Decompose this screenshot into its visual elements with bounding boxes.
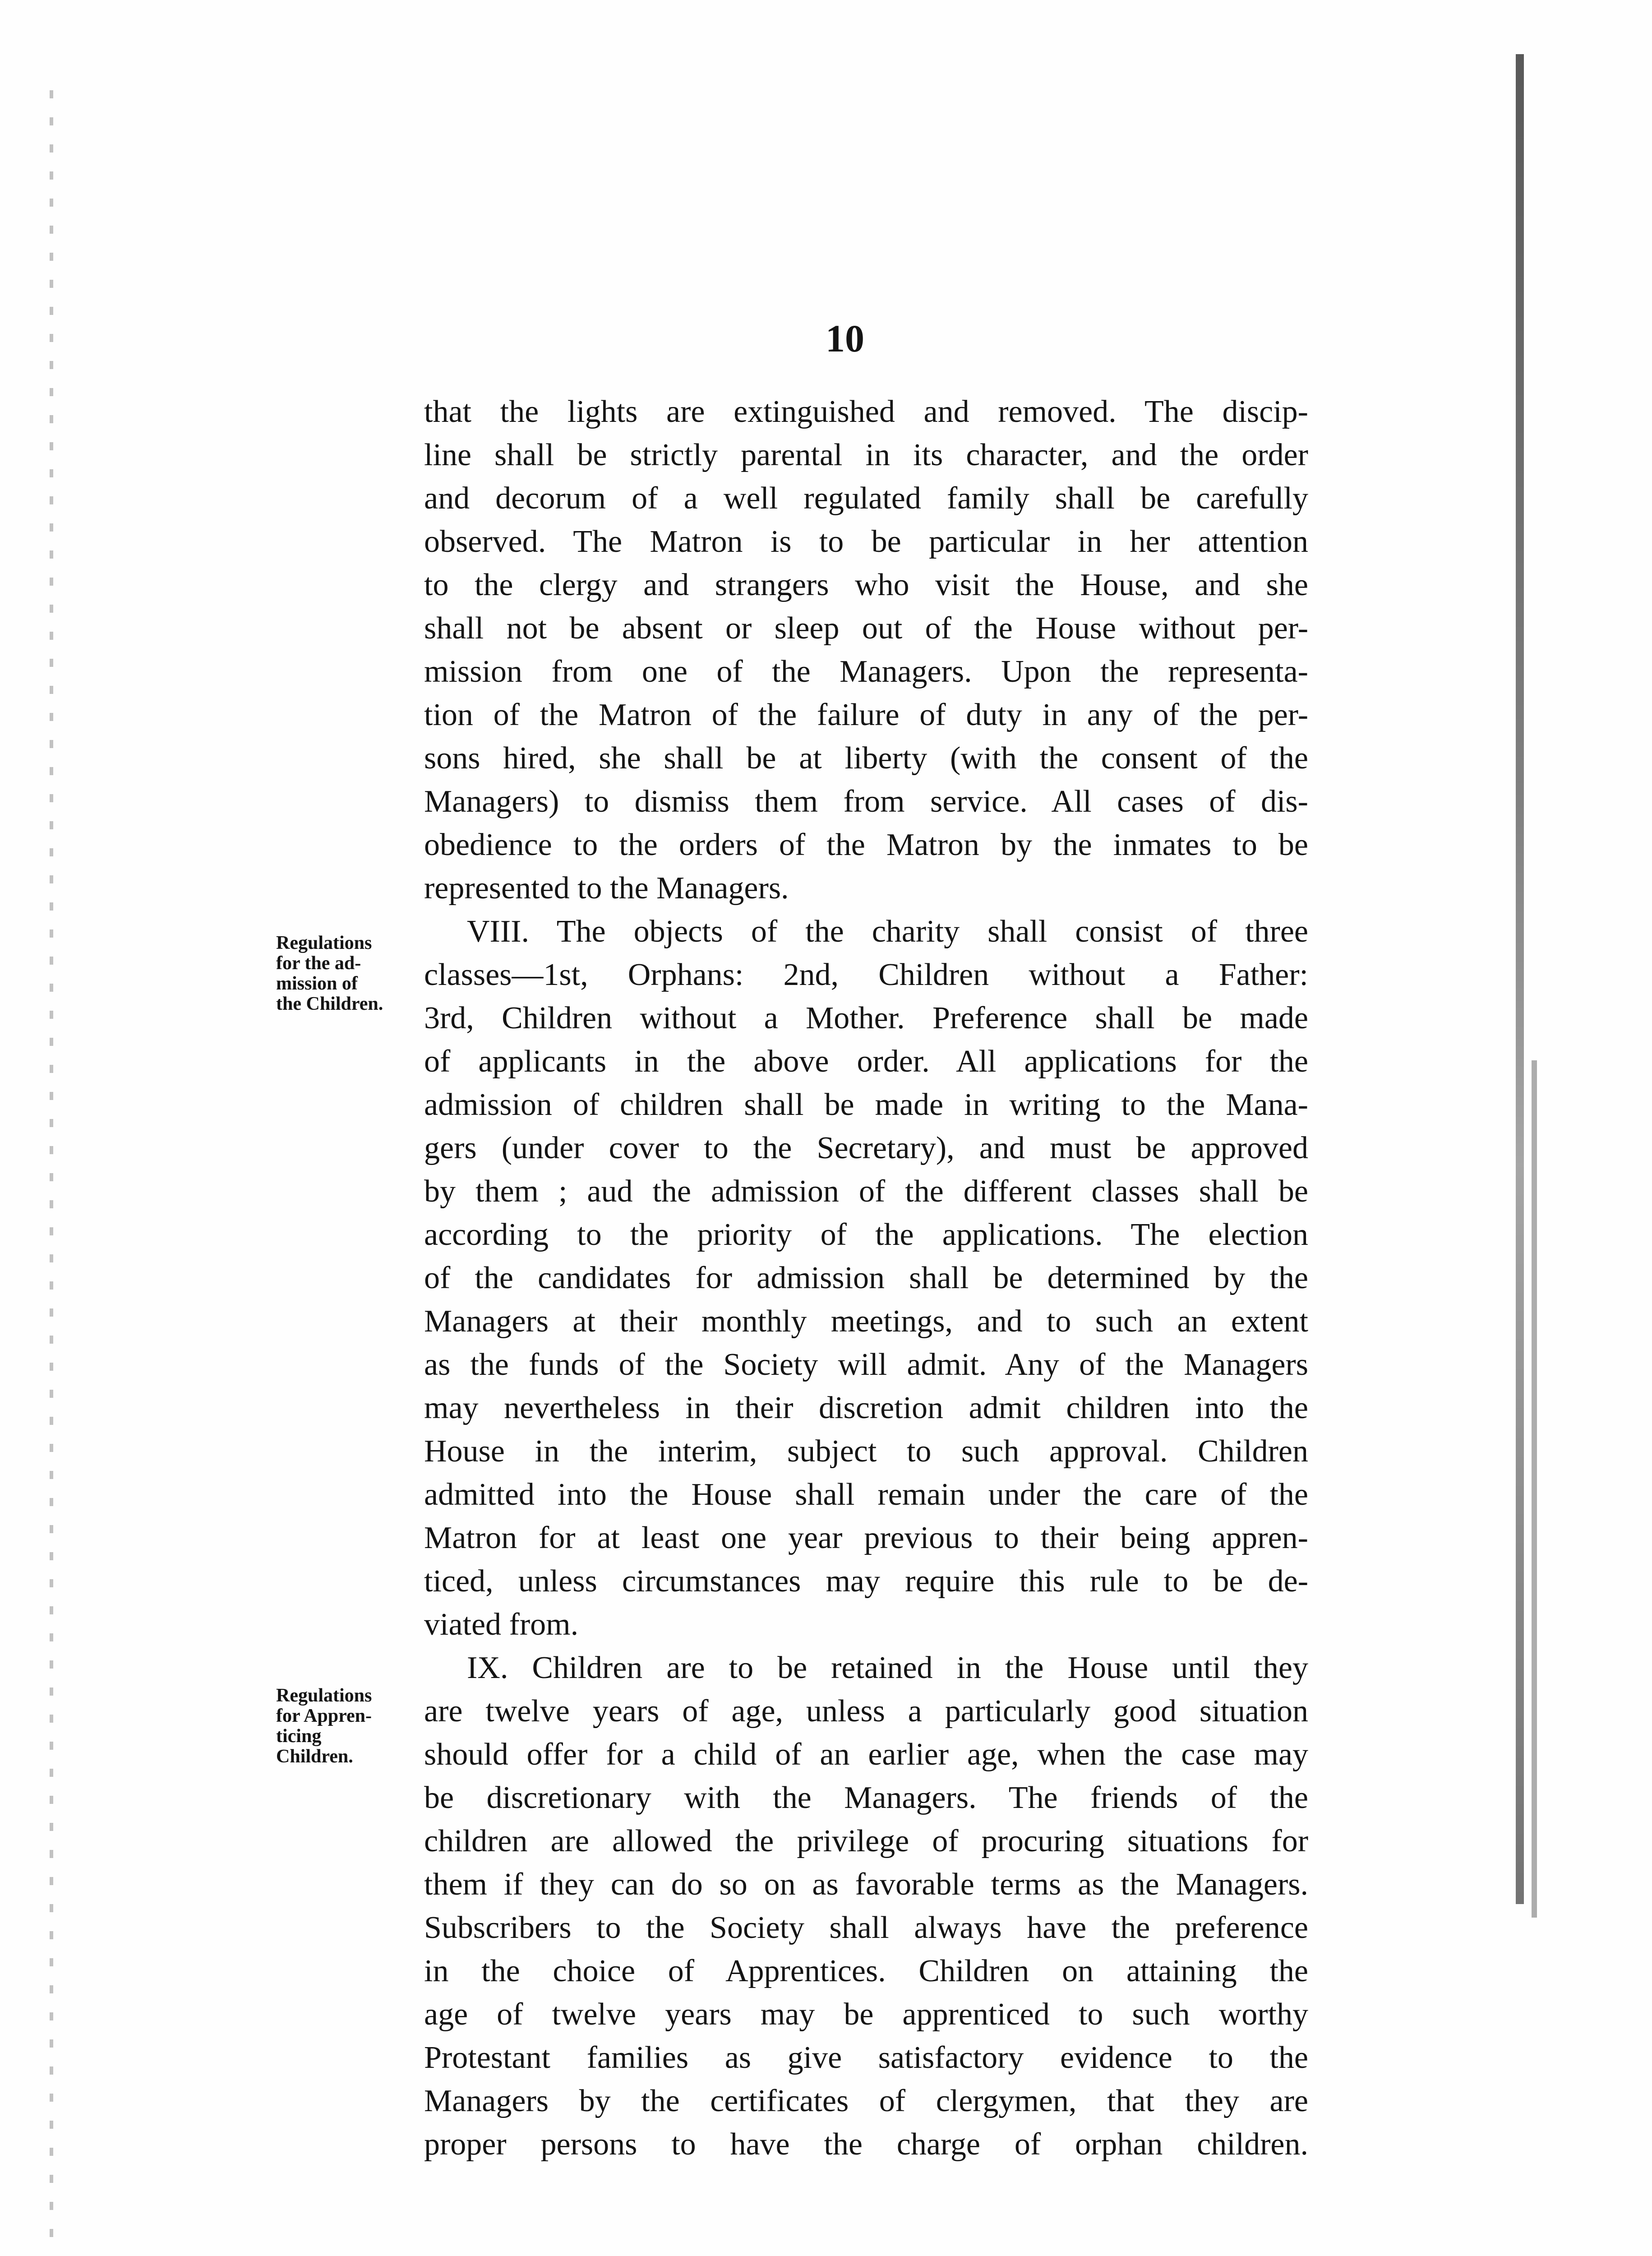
text-line: admission of children shall be made in writing to the Mana- [424,1087,1308,1122]
page-edge-marks [50,90,53,2256]
marginal-note-admission [276,933,420,1014]
text-line: are twelve years of age, unless a particularly good situation [424,1694,1308,1729]
text-line: of the candidates for admission shall be determined by the [424,1261,1308,1295]
page-number: 10 [826,317,864,360]
text-line: of applicants in the above order. All applications for the [424,1044,1308,1079]
text-line: to the clergy and strangers who visit the House, and she [424,568,1308,602]
text-line: VIII. The objects of the charity shall consist of three [467,914,1308,949]
text-line: Protestant families as give satisfactory evidence to the [424,2040,1308,2075]
text-line: sons hired, she shall be at liberty (with the consent of the [424,741,1308,776]
text-line: and decorum of a well regulated family shall be carefully [424,481,1308,516]
text-line: represented to the Managers. [424,871,789,906]
text-line: observed. The Matron is to be particular in her attention [424,524,1308,559]
text-line: Matron for at least one year previous to their being appren- [424,1521,1308,1555]
text-line: tion of the Matron of the failure of duty in any of the per- [424,698,1308,732]
text-line: ticed, unless circumstances may require this rule to be de- [424,1564,1308,1599]
text-line: in the choice of Apprentices. Children on attaining the [424,1954,1308,1988]
marginal-note-line: the Children. [276,994,383,1014]
text-line: Managers at their monthly meetings, and to such an extent [424,1304,1308,1339]
binding-edge [1516,54,1524,1904]
text-line: as the funds of the Society will admit. Any of the Managers [424,1347,1308,1382]
text-line: by them ; aud the admission of the different classes shall be [424,1174,1308,1209]
marginal-note-line: for Appren- [276,1706,372,1726]
text-line: may nevertheless in their discretion admit children into the [424,1391,1308,1425]
text-line: 3rd, Children without a Mother. Preference shall be made [424,1001,1308,1036]
text-line: obedience to the orders of the Matron by the inmates to be [424,828,1308,862]
text-line: Managers by the certificates of clergymen, that they are [424,2084,1308,2118]
text-line: according to the priority of the applications. The election [424,1217,1308,1252]
text-line: House in the interim, subject to such approval. Children [424,1434,1308,1469]
text-line: Managers) to dismiss them from service. All cases of dis- [424,784,1308,819]
text-line: should offer for a child of an earlier age, when the case may [424,1737,1308,1772]
text-line: gers (under cover to the Secretary), and must be approved [424,1131,1308,1165]
marginal-note-line: Regulations [276,1685,372,1706]
text-line: admitted into the House shall remain under the care of the [424,1477,1308,1512]
text-line: age of twelve years may be apprenticed to such worthy [424,1997,1308,2032]
text-line: viated from. [424,1607,579,1642]
text-line: them if they can do so on as favorable terms as the Managers. [424,1867,1308,1902]
binding-edge-shadow [1532,1060,1537,1918]
text-line: classes—1st, Orphans: 2nd, Children without a Father: [424,957,1308,992]
marginal-note-line: for the ad- [276,953,361,974]
body-text [424,390,1308,2166]
text-line: children are allowed the privilege of procuring situations for [424,1824,1308,1858]
marginal-note-line: ticing [276,1726,322,1747]
text-line: Subscribers to the Society shall always have the preference [424,1910,1308,1945]
text-line: shall not be absent or sleep out of the House without per- [424,611,1308,646]
text-line: be discretionary with the Managers. The friends of the [424,1780,1308,1815]
text-line: proper persons to have the charge of orphan children. [424,2127,1308,2162]
marginal-note-line: Children. [276,1746,353,1767]
text-line: mission from one of the Managers. Upon the representa- [424,654,1308,689]
marginal-note-line: mission of [276,973,358,994]
marginal-note-line: Regulations [276,933,372,953]
text-line: line shall be strictly parental in its character, and the order [424,438,1308,472]
marginal-note-apprenticing [276,1686,420,1767]
text-line: that the lights are extinguished and removed. The discip- [424,394,1308,429]
text-line: IX. Children are to be retained in the House until they [467,1650,1308,1685]
